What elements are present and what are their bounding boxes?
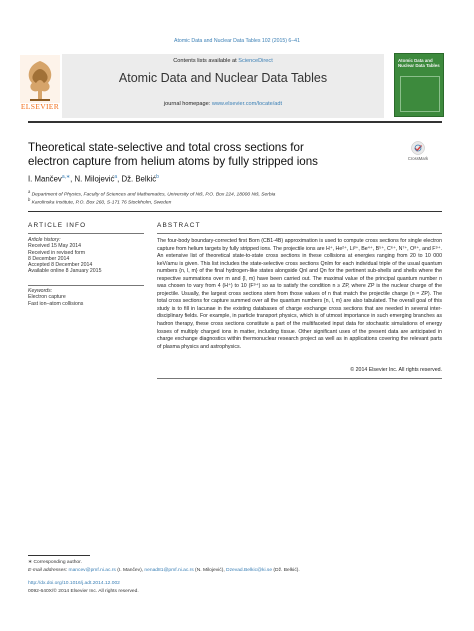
affiliation-text: Karolinska Institute, P.O. Box 260, S-171 76 Stockholm, Sweden [31, 200, 172, 206]
keywords-label: Keywords: [28, 288, 53, 294]
author-name: N. Milojević [74, 174, 115, 184]
header-rule [28, 121, 442, 123]
crossmark-icon [411, 141, 425, 155]
author-separator: , [70, 174, 75, 184]
affiliation-mark: b [28, 197, 31, 202]
abstract-text: The four-body boundary-corrected first Born (CB1-4B) approximation is used to compute cross sections for single electron capture from helium targets by fully stripped ions. The projectile ions are H⁺, He²⁺, Li³⁺, Be⁴⁺, B⁵⁺, C⁶⁺, N⁷⁺, O⁸⁺, and F⁹⁺. An extensive list of theoretical state-to-state cross sections in these collisions at energies ranging from 20 to 10 000 keV/amu is given. This list includes the state-selective cross sections Qnlm for each individual triple of the usual quantum numbers {n, l, m} of the final hydrogen-like states alongside Qnl and Qn for the pertinent sub-shells and shells where the respective summations over m and {l, m} have been carried out. The maximal value of the principal quantum number n was chosen to vary from 4 (H⁺) to 10 (F⁹⁺) so as to satisfy the condition n ≥ ZP, where ZP is the nuclear charge of the projectile. Usually, the largest cross sections stem from those values of n that match the projectile charge (n ≈ ZP). The total cross sections for capture summed over all the quantum numbers {n, l, m} are also tabulated. The overall goal of this study is to fill in lacunae in the existing databases of charge exchange cross sections that are needed in several inter-disciplinary fields. For example, in particle transport physics, which is of utmost importance in such emerging branches as hadron therapy, these cross sections constitute a part of the multifaceted input data for stochastic simulations of energy losses of multiply charged ions in matter, including tissue. Other significant uses of the present data are anticipated in charge exchange diagnostics within thermonuclear research project as well as in applications covering the relevant parts of plasma physics and astrophysics. [157, 238, 442, 350]
affiliation-mark: a [28, 189, 31, 194]
email-owner: (Dž. Belkić). [272, 568, 300, 573]
homepage-link[interactable]: www.elsevier.com/locate/adt [211, 101, 283, 107]
article-info-rule [28, 233, 144, 234]
keywords-rule [28, 285, 144, 286]
email-owner: (I. Mančev), [115, 568, 145, 573]
homepage-line [62, 101, 384, 107]
author-affil-mark[interactable]: b [156, 174, 159, 180]
article-history [28, 237, 146, 275]
email-owner: (N. Milojević), [193, 568, 227, 573]
contents-prefix: Contents lists available at [173, 58, 239, 64]
author-affil-mark[interactable]: a [114, 174, 118, 180]
abstract-heading: ABSTRACT [157, 222, 201, 229]
email-line [28, 567, 442, 575]
journal-title: Atomic Data and Nuclear Data Tables [118, 71, 328, 85]
article-info-heading: ARTICLE INFO [28, 222, 87, 229]
history-entry: Received 15 May 2014 [28, 243, 82, 250]
history-entry: Accepted 8 December 2014 [28, 262, 93, 269]
affiliation-rule [28, 211, 442, 212]
footnote-mark: ∗ [28, 560, 33, 565]
keyword-item: Fast ion–atom collisions [28, 300, 84, 307]
elsevier-wordmark: ELSEVIER [20, 102, 60, 111]
email-link[interactable]: Dzevad.Belkic@ki.se [226, 568, 273, 573]
corresponding-line [28, 559, 442, 567]
corresponding-author-footnote [28, 559, 442, 575]
cover-decoration [400, 76, 440, 112]
footnote-rule [28, 555, 90, 556]
history-label: Article history: [28, 237, 61, 243]
author-list [28, 174, 159, 184]
journal-cover-image[interactable] [394, 53, 444, 117]
contents-line [62, 58, 384, 64]
elsevier-tree-logo [20, 55, 60, 103]
history-entry: 8 December 2014 [28, 255, 70, 262]
affiliation-b [28, 197, 171, 206]
author-affil-mark[interactable]: a,∗ [61, 174, 71, 180]
keywords [28, 288, 146, 307]
doi-link[interactable]: http://dx.doi.org/10.1016/j.adt.2014.12.002 [28, 581, 120, 586]
author-name: I. Mančev [28, 174, 62, 184]
corresponding-label: Corresponding author. [33, 560, 82, 565]
author-name: Dž. Belkić [121, 174, 157, 184]
affiliation-text: Department of Physics, Faculty of Sciences and Mathematics, University of Niš, P.O. Box 224, 18000 Niš, Serbia [31, 192, 276, 198]
journal-reference[interactable]: Atomic Data and Nuclear Data Tables 102 (2015) 6–41 [174, 38, 300, 44]
homepage-prefix: journal homepage: [163, 101, 212, 107]
abstract-rule [157, 233, 442, 234]
history-entry: Available online 8 January 2015 [28, 268, 102, 275]
author-separator: , [117, 174, 122, 184]
history-entry: Received in revised form [28, 249, 86, 256]
issn-line: 0092-640X/© 2014 Elsevier Inc. All rights reserved. [28, 589, 139, 594]
abstract-end-rule [157, 378, 442, 379]
crossmark-badge[interactable] [394, 141, 442, 161]
email-link[interactable]: mancev@pmf.ni.ac.rs [68, 568, 116, 573]
paper-title: Theoretical state-selective and total cross sections for electron capture from helium atoms by fully stripped ions [28, 141, 318, 168]
email-label: E-mail addresses: [28, 568, 69, 573]
crossmark-label: CrossMark [407, 156, 429, 161]
sciencedirect-link[interactable]: ScienceDirect [238, 58, 273, 64]
doi-block [28, 580, 442, 596]
email-link[interactable]: nenad81@pmf.ni.ac.rs [144, 568, 194, 573]
keyword-item: Electron capture [28, 294, 66, 301]
cover-title: Atomic Data and Nuclear Data Tables [398, 58, 440, 68]
copyright-notice: © 2014 Elsevier Inc. All rights reserved. [350, 367, 442, 373]
